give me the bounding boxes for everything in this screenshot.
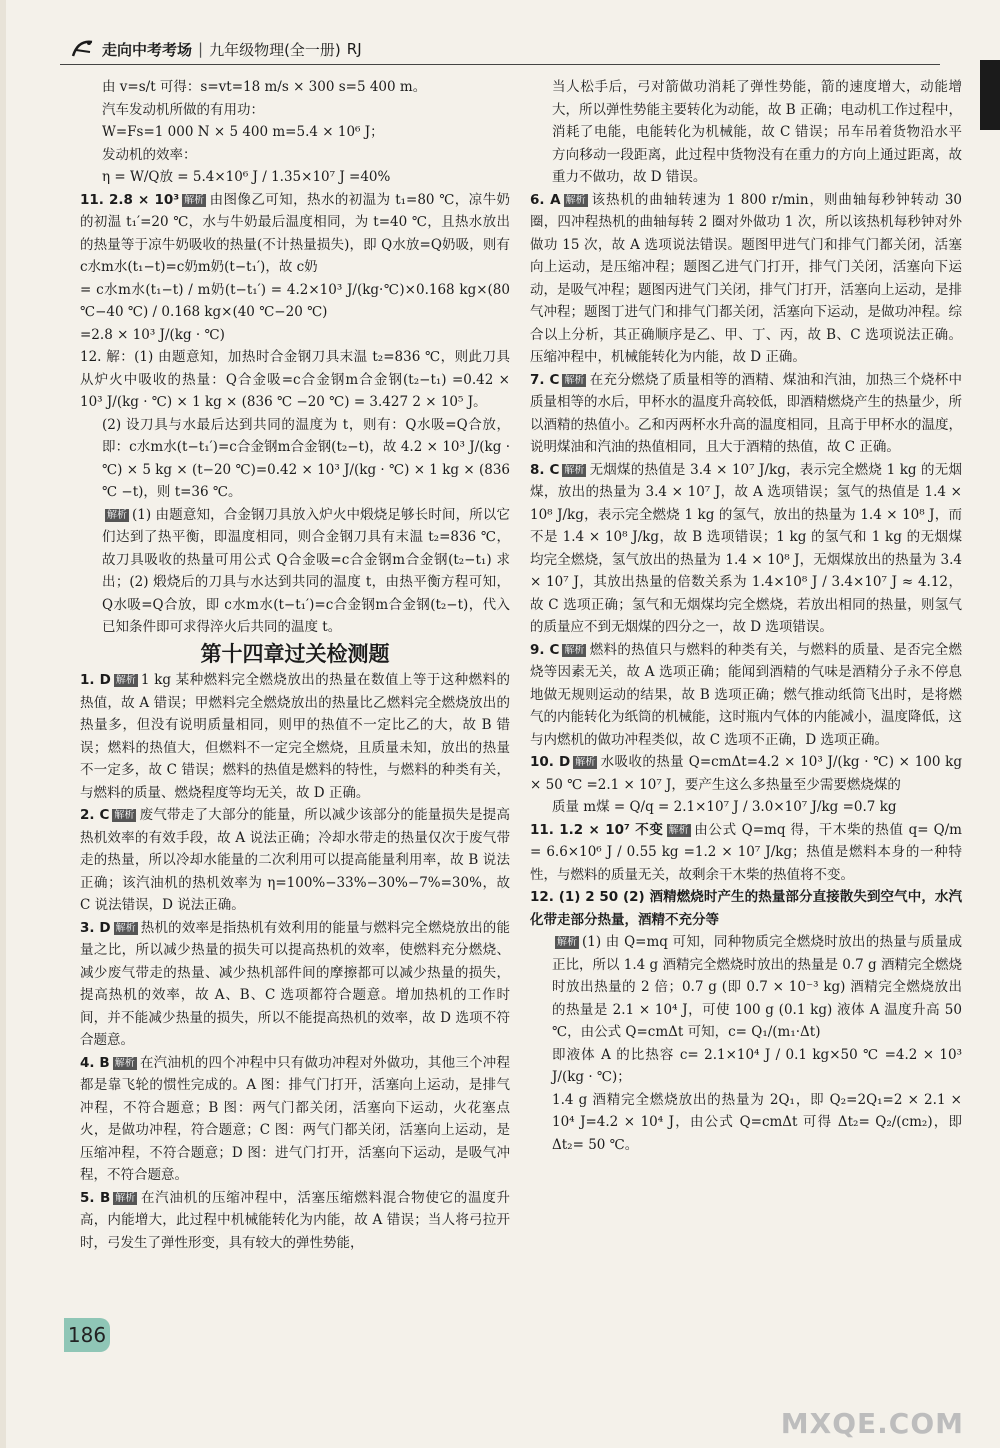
page-number: 186 bbox=[64, 1318, 110, 1352]
analysis-tag: 解析 bbox=[575, 757, 596, 768]
answer-10 bbox=[530, 751, 962, 796]
analysis-tag: 解析 bbox=[115, 1192, 136, 1204]
analysis-tag: 解析 bbox=[114, 1057, 135, 1069]
answer-text: 热机的效率是指热机有效利用的能量与燃料完全燃烧放出的能量之比，所以减少热量的损失可以提高热机的效率，使燃料充分燃烧、减少废气带走的热量、减少热机部件间的摩擦都可以减少热量的损失，提高热机的效率，故 A、B、C 选项都符合题意。增加热机的工作时间，并不能减少热量的损失，所以不能提高热机的效率，故 D 选项不符合题意。 bbox=[80, 919, 510, 1048]
analysis-tag: 解析 bbox=[564, 464, 585, 476]
answer-number: 3. D bbox=[80, 919, 111, 936]
answer-number: 4. B bbox=[80, 1054, 110, 1071]
answer-text: 由公式 Q=mq 得，干木柴的热值 q= Q/m = 6.6×10⁶ J / 0.55 kg =1.2 × 10⁷ J/kg；热值是燃料本身的一种特性，与燃料的质量无关，故剩余干木柴的热值将不变。 bbox=[530, 821, 962, 883]
answer-text: 废气带走了大部分的能量，所以减少该部分的能量损失是提高热机效率的有效手段，故 A 说法正确；冷却水带走的热量仅次于废气带走的热量，所以冷却水能量的二次利用可以提高能量利用率，故 B 说法正确；该汽油机的热机效率为 η=100%−33%−30%−7%=30%，故 C 说法错误，D 说法正确。 bbox=[80, 807, 510, 913]
analysis-tag: 解析 bbox=[107, 509, 127, 521]
analysis-text: (1) 由 Q=mq 可知，同种物质完全燃烧时放出的热量与质量成正比，所以 1.4 g 酒精完全燃烧时放出的热量是 0.7 g 酒精完全燃烧时放出热量的 2 倍；0.7 g (即 0.7 × 10⁻³ kg) 酒精完全燃烧放出的热量是 2.1 × 10⁴ J，可使 100 g (0.1 kg) 液体 A 温度升高 50 ℃，由公式 Q=cmΔt 可知，c= Q₁/(m₁·Δt) bbox=[552, 934, 962, 1040]
equation: = c水m水(t₁−t) / m奶(t−t₁′) = 4.2×10³ J/(kg·℃)×0.168 kg×(80 ℃−40 ℃) / 0.168 kg×(40 ℃−20 ℃) bbox=[80, 281, 510, 320]
edition-label: RJ bbox=[346, 40, 362, 58]
left-column bbox=[80, 76, 510, 1254]
analysis-tag: 解析 bbox=[564, 644, 585, 656]
text-line: 由 v=s/t 可得：s=vt=18 m/s × 300 s=5 400 m。 bbox=[102, 79, 427, 95]
chapter-title: 第十四章过关检测题 bbox=[200, 641, 390, 666]
answer-6 bbox=[530, 189, 962, 369]
equation: =2.8 × 10³ J/(kg · ℃) bbox=[80, 326, 225, 343]
answer-12 bbox=[80, 346, 510, 414]
analysis-tag: 解析 bbox=[184, 194, 205, 206]
answer-text: 无烟煤的热值是 3.4 × 10⁷ J/kg，表示完全燃烧 1 kg 的无烟煤，放出的热量为 3.4 × 10⁷ J，故 A 选项错误；氢气的热值是 1.4 × 10⁸ J/kg，表示完全燃烧 1 kg 的氢气，放出的热量为 1.4 × 10⁸ J，而不是 1.4 × 10⁸ J/kg，故 B 选项错误；1 kg 的氢气和 1 kg 的无烟煤均完全燃烧，氢气放出的热量为 1.4 × 10⁸ J，无烟煤放出的热量为 3.4 × 10⁷ J，其放出热量的倍数关系为 1.4×10⁸ J / 3.4×10⁷ J ≈ 4.12，故 C 选项正确；氢气和无烟煤均完全燃烧，若放出相同的热量，则氢气的质量应不到无烟煤的四分之一，故 D 选项错误。 bbox=[530, 461, 962, 635]
analysis-12 bbox=[80, 504, 510, 639]
answer-text: 当人松手后，弓对箭做功消耗了弹性势能，箭的速度增大，动能增大，所以弹性势能主要转化为动能，故 B 正确；电动机工作过程中，消耗了电能，电能转化为机械能，故 C 错误；吊车吊着货物沿水平方向移动一段距离，此过程中货物没有在重力的方向上通过距离，故重力不做功，故 D 错误。 bbox=[552, 79, 963, 185]
answer-number: 5. B bbox=[80, 1189, 111, 1206]
answer-7 bbox=[530, 369, 962, 459]
series-title: 走向中考考场 bbox=[102, 40, 193, 59]
header-rule bbox=[60, 64, 940, 65]
running-header bbox=[70, 36, 362, 62]
answer-text: 在充分燃烧了质量相等的酒精、煤油和汽油，加热三个烧杯中质量相等的水后，甲杯水的温度升高较低，即酒精燃烧产生的热量少，所以酒精的热值小。乙和丙两杯水升高的温度相同，且高于甲杯水的温度，说明煤油和汽油的热值相同，且大于酒精的热值，故 C 正确。 bbox=[530, 371, 962, 455]
analysis-12 bbox=[530, 931, 962, 1044]
answer-8 bbox=[530, 459, 962, 639]
equation: η = W/Q放 = 5.4×10⁶ J / 1.35×10⁷ J =40% bbox=[102, 169, 391, 185]
answer-text: 1 kg 某种燃料完全燃烧放出的热量在数值上等于这种燃料的热值，故 A 错误；甲燃料完全燃烧放出的热量比乙燃料完全燃烧放出的热量多，但没有说明质量相同，则甲的热值不一定比乙的大，故 B 错误；燃料的热值大，但燃料不一定完全燃烧，且质量未知，放出的热量不一定多，故 C 错误；燃料的热值是燃料的特性，与燃料的种类有关，与燃料的质量、燃烧程度等均无关，故 D 正确。 bbox=[80, 672, 510, 801]
answer-number: 2. C bbox=[80, 807, 110, 823]
equation: 质量 m煤 = Q/q = 2.1×10⁷ J / 3.0×10⁷ J/kg =0.7 kg bbox=[552, 799, 897, 815]
analysis-tag: 解析 bbox=[564, 374, 585, 386]
answer-3 bbox=[80, 917, 510, 1052]
answer-number: 6. A bbox=[530, 191, 561, 208]
book-logo-icon bbox=[70, 38, 96, 60]
watermark-text: MXQE.COM bbox=[780, 1407, 964, 1440]
answer-text: 1.4 g 酒精完全燃烧放出的热量为 2Q₁，即 Q₂=2Q₁=2 × 2.1 × 10⁴ J=4.2 × 10⁴ J，由公式 Q=cmΔt 可得 Δt₂= Q₂/(cm₂)，即 Δt₂= 50 ℃。 bbox=[552, 1091, 962, 1153]
answer-text: (2) 设刀具与水最后达到共同的温度为 t，则有：Q水吸=Q合放，即：c水m水(t−t₁′)=c合金钢m合金钢(t₂−t)，故 4.2 × 10³ J/(kg · ℃) × 5 kg × (t−20 ℃)=0.42 × 10³ J/(kg · ℃) × 1 kg × (836 ℃ −t)，则 t=36 ℃。 bbox=[102, 416, 510, 500]
answer-text: 由图像乙可知，热水的初温为 t₁=80 ℃，凉牛奶的初温 t₁′=20 ℃，水与牛奶最后温度相同，为 t=40 ℃，且热水放出的热量等于凉牛奶吸收的热量(不计热量损失)，即 Q水放=Q奶吸，则有 c水m水(t₁−t)=c奶m奶(t−t₁′)，故 c奶 bbox=[80, 191, 510, 275]
analysis-tag: 解析 bbox=[115, 922, 136, 934]
subject-title: 九年级物理(全一册) bbox=[209, 40, 341, 59]
equation: 即液体 A 的比热容 c= 2.1×10⁴ J / 0.1 kg×50 ℃ =4.2 × 10³ J/(kg · ℃)； bbox=[552, 1046, 962, 1085]
header-separator: | bbox=[198, 40, 204, 58]
answer-text: 该热机的曲轴转速为 1 800 r/min，则曲轴每秒钟转动 30 圈，四冲程热机的曲轴每转 2 圈对外做功 1 次，所以该热机每秒钟对外做功 15 次，故 A 选项说法错误。题图甲进气门和排气门都关闭，活塞向上运动，是压缩冲程；题图乙进气门打开，排气门关闭，活塞向下运动，是吸气冲程；题图丙进气门关闭，排气门打开，活塞向上运动，是排气冲程；题图丁进气门和排气门都关闭，活塞向下运动，是做功冲程。综合以上分析，其正确顺序是乙、甲、丁、丙，故 B、C 选项说法正确。压缩冲程中，机械能转化为内能，故 D 正确。 bbox=[530, 191, 962, 365]
answer-12 bbox=[530, 886, 962, 931]
answer-number: 12. (1) 2 50 (2) 酒精燃烧时产生的热量部分直接散失到空气中，水汽化带走部分热量，酒精不充分等 bbox=[530, 889, 962, 928]
answer-text: 燃料的热值只与燃料的种类有关，与燃料的质量、是否完全燃烧等因素无关，故 A 选项正确；能闻到酒精的气味是酒精分子永不停息地做无规则运动的结果，故 B 选项正确；燃气推动纸筒飞出时，是将燃气的内能转化为纸筒的机械能，这时瓶内气体的内能减小，温度降低，这与内燃机的做功冲程类似，故 C 选项不正确，D 选项正确。 bbox=[530, 641, 962, 748]
text-line: W=Fs=1 000 N × 5 400 m=5.4 × 10⁶ J； bbox=[102, 124, 384, 140]
answer-number: 10. D bbox=[530, 754, 571, 770]
watermark bbox=[780, 1380, 964, 1440]
answer-text: 在汽油机的压缩冲程中，活塞压缩燃料混合物使它的温度升高，内能增大，此过程中机械能转化为内能，故 A 错误；当人将弓拉开时，弓发生了弹性形变，具有较大的弹性势能， bbox=[80, 1189, 510, 1251]
answer-11 bbox=[80, 189, 510, 279]
thumb-tab bbox=[980, 60, 1000, 130]
analysis-tag: 解析 bbox=[565, 194, 586, 206]
answer-9 bbox=[530, 639, 962, 752]
page-edge bbox=[0, 0, 6, 1448]
answer-number: 11. 2.8 × 10³ bbox=[80, 191, 180, 208]
answer-text: 水吸收的热量 Q=cmΔt=4.2 × 10³ J/(kg · ℃) × 100 kg × 50 ℃ =2.1 × 10⁷ J，要产生这么多热量至少需要燃烧煤的 bbox=[530, 754, 962, 793]
analysis-tag: 解析 bbox=[557, 937, 577, 948]
answer-number: 7. C bbox=[530, 371, 560, 388]
answer-number: 11. 1.2 × 10⁷ 不变 bbox=[530, 821, 664, 838]
answer-2 bbox=[80, 804, 510, 917]
analysis-tag: 解析 bbox=[668, 824, 689, 836]
right-column bbox=[530, 76, 962, 1156]
answer-text: 在汽油机的四个冲程中只有做功冲程对外做功，其他三个冲程都是靠飞轮的惯性完成的。A 图：排气门打开，活塞向上运动，是排气冲程，不符合题意；B 图：两气门都关闭，活塞向下运动，火花塞点火，是做功冲程，符合题意；C 图：两气门都关闭，活塞向上运动，是压缩冲程，不符合题意；D 图：进气门打开，活塞向下运动，是吸气冲程，不符合题意。 bbox=[80, 1054, 511, 1183]
answer-11 bbox=[530, 819, 962, 887]
answer-1 bbox=[80, 669, 510, 804]
answer-number: 1. D bbox=[80, 672, 111, 688]
analysis-tag: 解析 bbox=[114, 810, 135, 821]
analysis-text: (1) 由题意知，合金钢刀具放入炉火中煅烧足够长时间，所以它们达到了热平衡，即温度相同，则合金钢刀具有末温 t₂=836 ℃，故刀具吸收的热量可用公式 Q合金吸=c合金钢m合金钢(t₂−t₁) 求出；(2) 煅烧后的刀具与水达到共同的温度 t，由热平衡方程可知，Q水吸=Q合放，即 c水m水(t−t₁′)=c合金钢m合金钢(t₂−t)，代入已知条件即可求得淬火后共同的温度 t。 bbox=[102, 506, 510, 635]
answer-number: 9. C bbox=[530, 641, 560, 658]
answer-number: 8. C bbox=[530, 461, 560, 478]
text-line: 发动机的效率： bbox=[102, 146, 197, 163]
answer-4 bbox=[80, 1052, 510, 1187]
answer-text: 12. 解：(1) 由题意知，加热时合金钢刀具末温 t₂=836 ℃，则此刀具从炉火中吸收的热量：Q合金吸=c合金钢m合金钢(t₂−t₁) =0.42 × 10³ J/(kg · ℃) × 1 kg × (836 ℃ −20 ℃) = 3.427 2 × 10⁵ J。 bbox=[80, 349, 510, 410]
analysis-tag: 解析 bbox=[115, 675, 136, 686]
text-line: 汽车发动机所做的有用功： bbox=[102, 101, 264, 118]
answer-5 bbox=[80, 1187, 510, 1255]
